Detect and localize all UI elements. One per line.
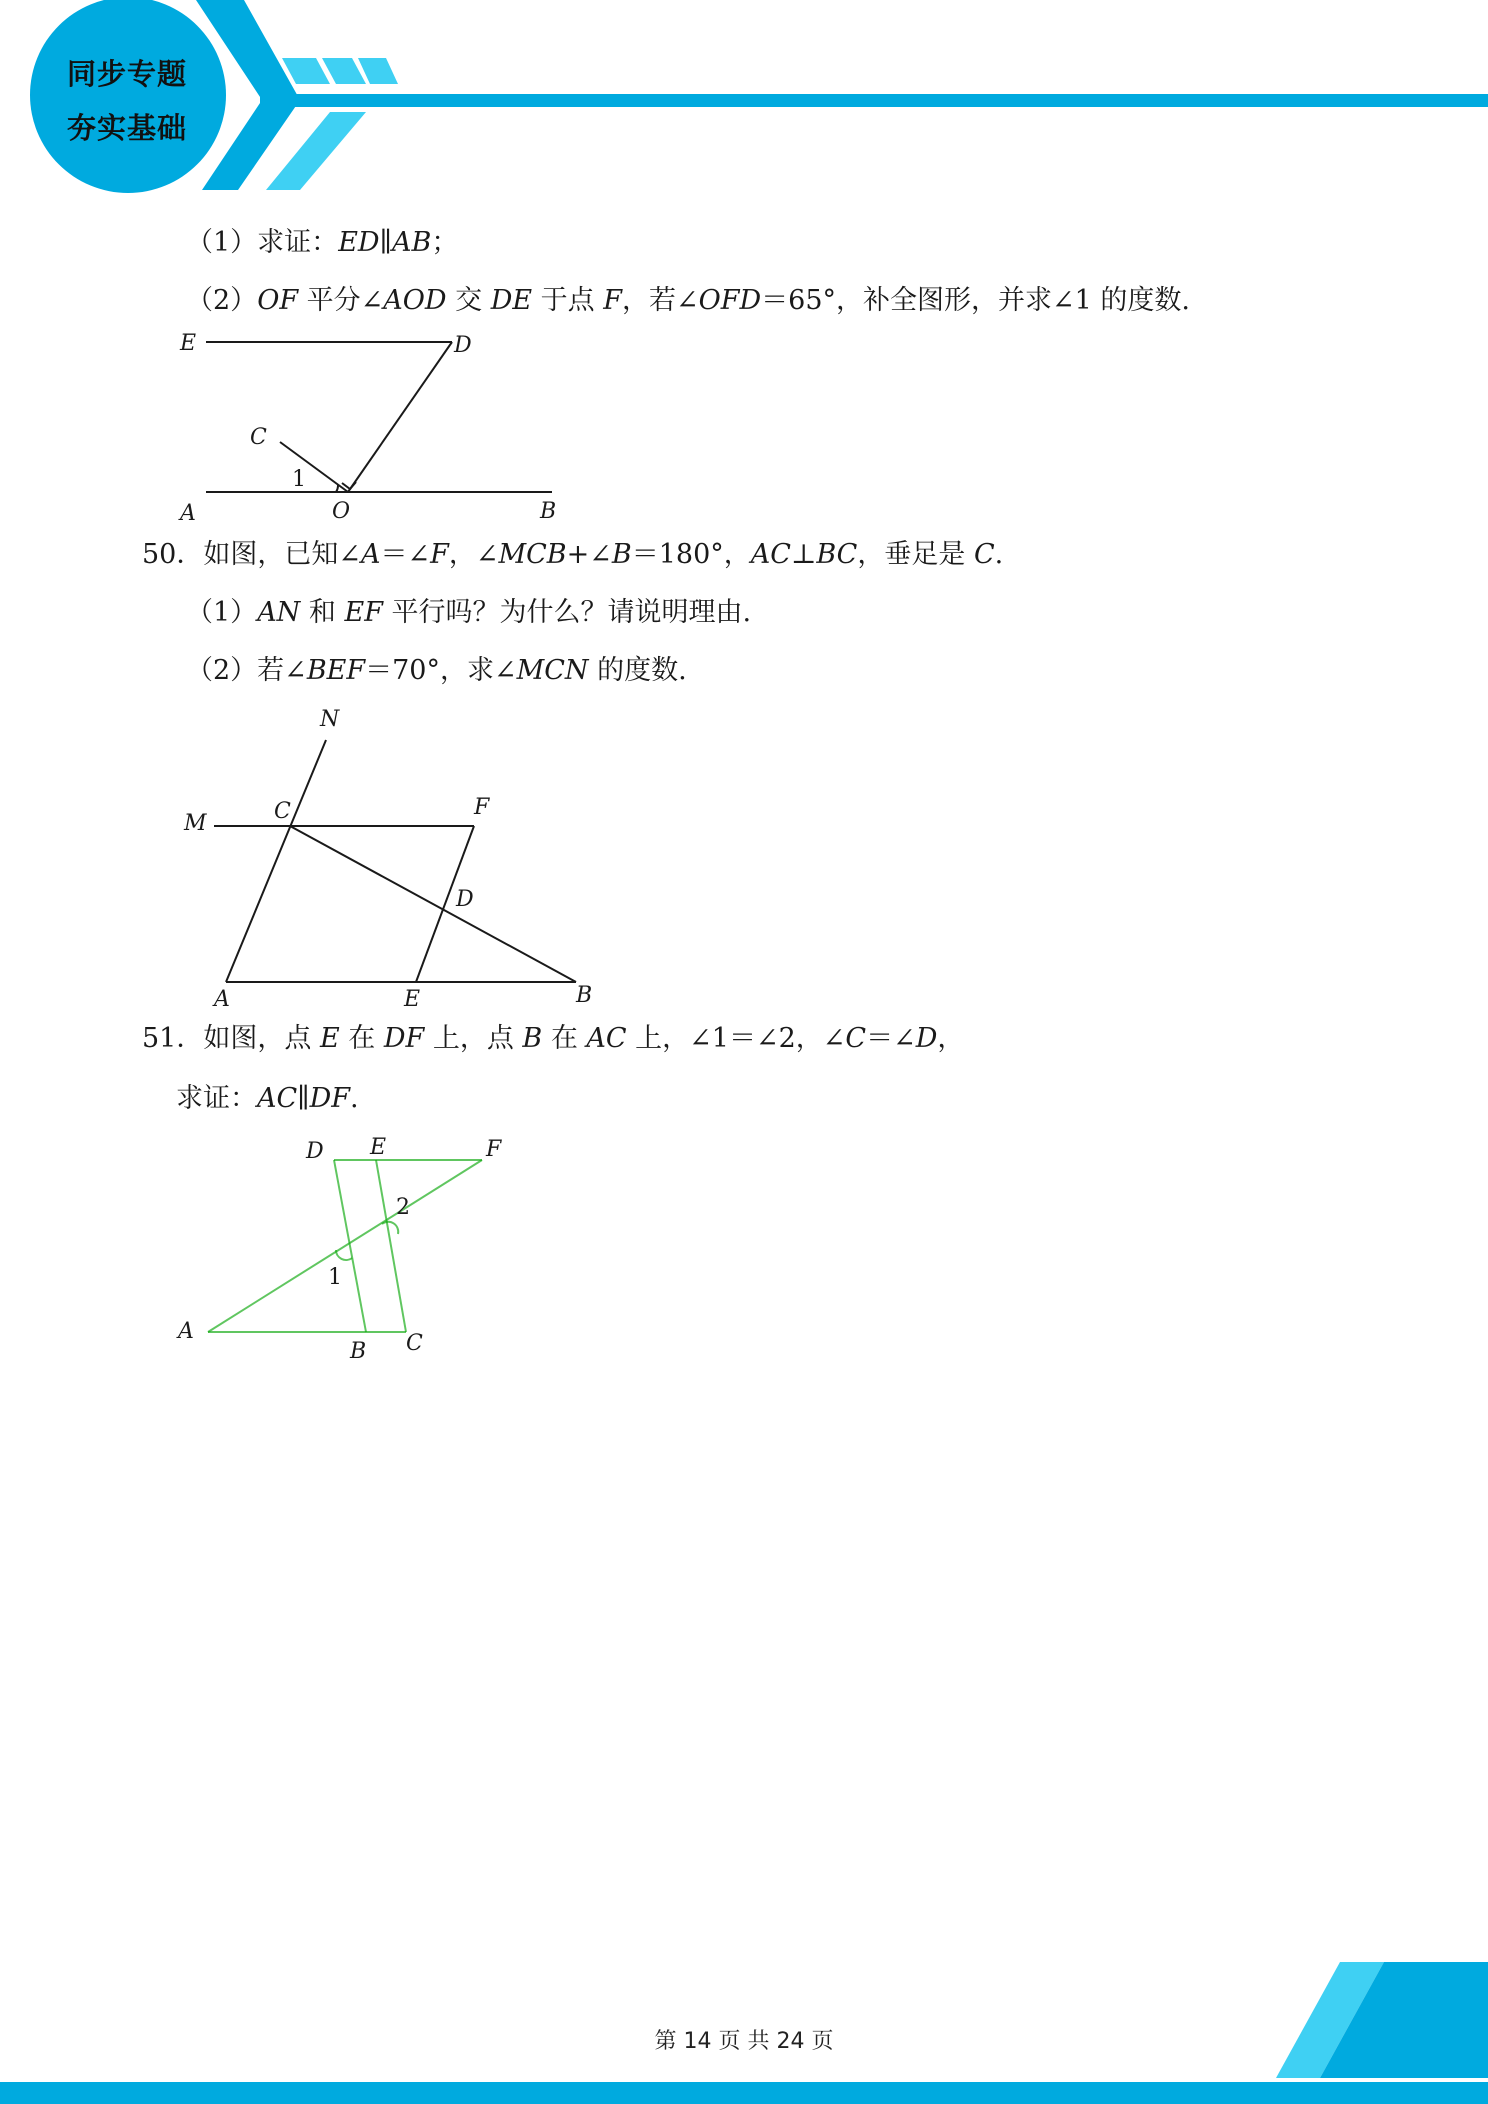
label-C: C [406,1331,423,1356]
label-A: A [178,1319,194,1344]
segment-CB [290,826,576,982]
label-E: E [370,1135,387,1160]
label-F: F [486,1137,502,1162]
segment-DO [348,342,452,492]
label-B: B [350,1339,367,1364]
label-C: C [274,799,291,824]
q49-figure [170,322,590,532]
q50-figure [170,700,610,1020]
header-dash-3 [358,58,398,84]
label-F: F [474,795,490,820]
label-A: A [180,501,196,526]
q51-proof: 求证：AC∥DF. [176,1083,359,1114]
page-number: 第 14 页 共 24 页 [654,2029,834,2054]
segment-EC [376,1160,406,1332]
q50-part2: （2）若∠BEF＝70°，求∠MCN 的度数. [186,655,687,686]
q51-stem: 51．如图，点 E 在 DF 上，点 B 在 AC 上，∠1＝∠2，∠C＝∠D， [142,1023,965,1054]
label-M: M [184,811,207,836]
label-angle-1: 1 [292,467,306,492]
label-A: A [214,987,230,1012]
label-E: E [404,987,421,1012]
segment-DB [334,1160,366,1332]
angle-1-arc [336,485,338,492]
angle-1-arc [336,1250,352,1260]
angle-2-arc [382,1222,398,1234]
header-bar [260,94,1488,107]
q50-part1: （1）AN 和 EF 平行吗？为什么？请说明理由. [186,597,752,628]
badge-line-1: 同步专题 [66,57,187,91]
header-decoration [0,0,1488,200]
label-D: D [454,333,472,358]
q49-part2: （2）OF 平分∠AOD 交 DE 于点 F，若∠OFD＝65°，补全图形，并求∠1 的度数. [186,285,1190,316]
badge-line-2: 夯实基础 [66,111,187,145]
label-E: E [180,331,197,356]
label-B: B [540,499,557,524]
page-header [0,0,1488,200]
label-B: B [576,983,593,1008]
q50-stem: 50．如图，已知∠A＝∠F，∠MCB+∠B＝180°，AC⊥BC，垂足是 C. [142,539,1004,570]
footer-bar [0,2082,1488,2104]
label-C: C [250,425,267,450]
label-D: D [306,1139,324,1164]
segment-AF [208,1160,482,1332]
label-angle-2: 2 [396,1195,410,1220]
segment-CO [280,442,348,492]
q49-part1: （1）求证：ED∥AB； [186,227,459,258]
q51-figure [170,1130,530,1370]
label-N: N [320,707,340,732]
label-D: D [456,887,474,912]
header-dash-1 [282,58,330,84]
segment-NA [226,740,326,982]
header-badge [30,0,226,193]
header-dash-2 [322,58,366,84]
label-angle-1: 1 [328,1265,342,1290]
label-O: O [332,499,351,524]
